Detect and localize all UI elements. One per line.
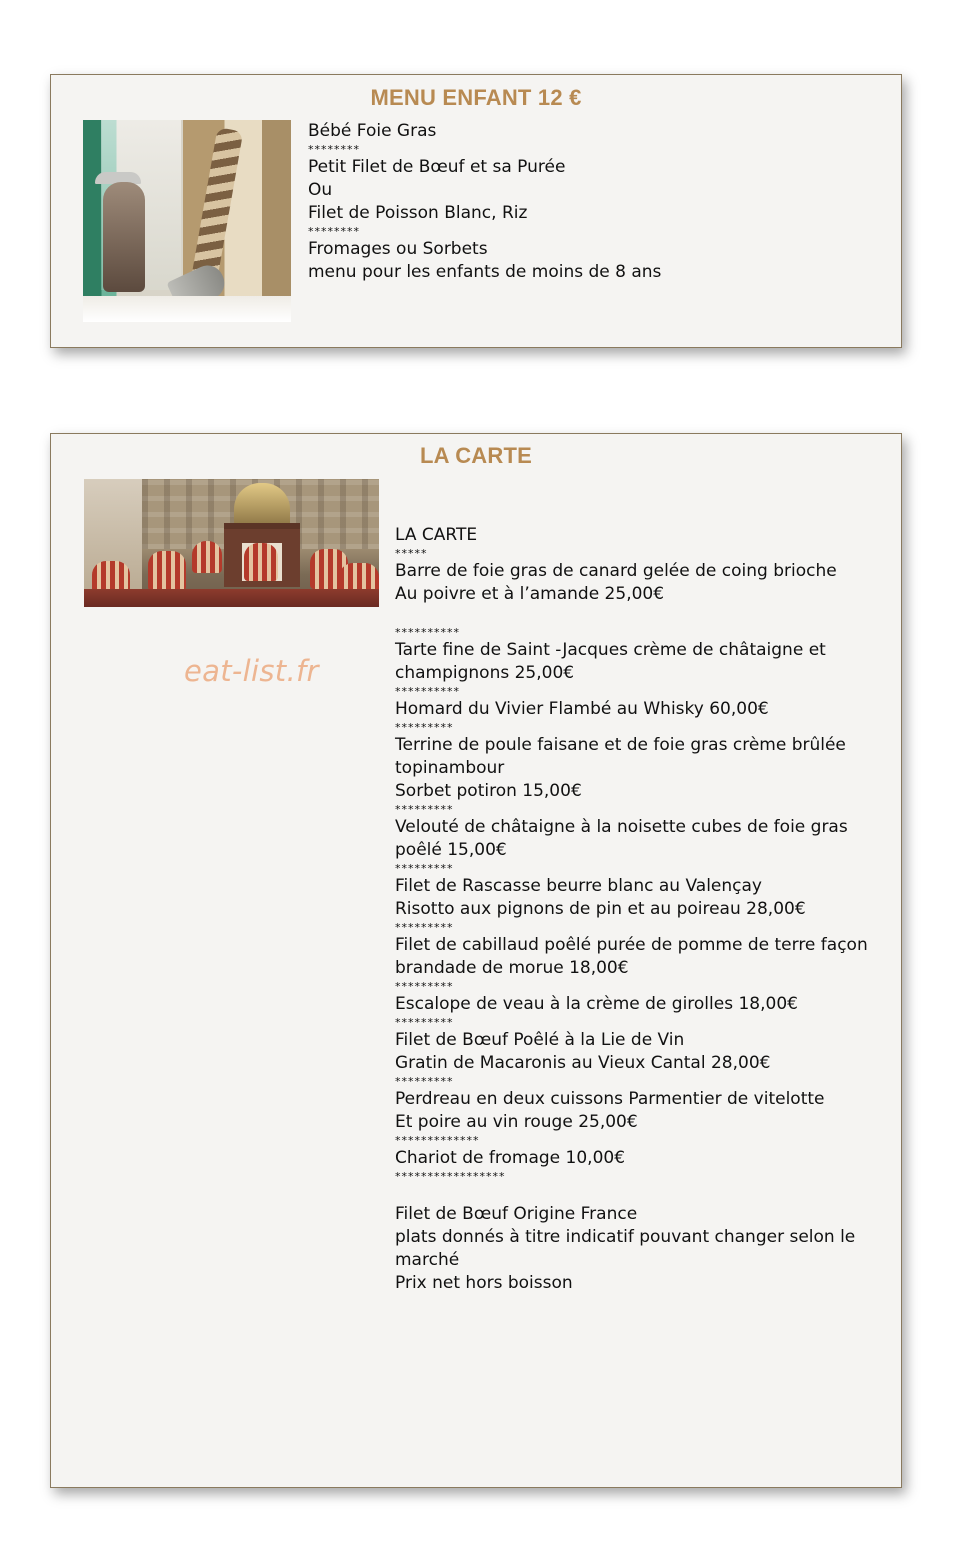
menu-item: Gratin de Macaronis au Vieux Cantal 28,00€	[395, 1053, 771, 1073]
spacer	[395, 1183, 875, 1203]
menu-item: Ou	[308, 180, 333, 200]
dining-room-photo	[84, 479, 379, 607]
menu-item: Terrine de poule faisane et de foie gras crème brûlée topinambour	[395, 735, 846, 778]
menu-item: Filet de Poisson Blanc, Riz	[308, 203, 528, 223]
menu-item: Homard du Vivier Flambé au Whisky 60,00€	[395, 699, 769, 719]
menu-item: Bébé Foie Gras	[308, 121, 437, 141]
la-carte-list	[395, 524, 875, 1295]
la-carte-title: LA CARTE	[420, 443, 532, 468]
menu-item: Escalope de veau à la crème de girolles 18,00€	[395, 994, 798, 1014]
menu-item: Prix net hors boisson	[395, 1273, 573, 1293]
separator-line: *********	[395, 1075, 454, 1088]
separator-line: *****************	[395, 1170, 506, 1183]
separator-line: ********	[308, 143, 360, 156]
menu-item: menu pour les enfants de moins de 8 ans	[308, 262, 662, 282]
la-carte-panel	[50, 433, 902, 1488]
separator-line: **********	[395, 685, 460, 698]
menu-item: LA CARTE	[395, 525, 478, 545]
separator-line: *********	[395, 803, 454, 816]
menu-item: Filet de Bœuf Poêlé à la Lie de Vin	[395, 1030, 685, 1050]
menu-enfant-panel	[50, 74, 902, 348]
menu-item: Au poivre et à l’amande 25,00€	[395, 584, 665, 604]
menu-item: Fromages ou Sorbets	[308, 239, 488, 259]
separator-line: *********	[395, 862, 454, 875]
menu-enfant-title: MENU ENFANT 12 €	[370, 85, 582, 110]
menu-item: Filet de cabillaud poêlé purée de pomme de terre façon brandade de morue 18,00€	[395, 935, 868, 978]
menu-item: Perdreau en deux cuissons Parmentier de vitelotte	[395, 1089, 825, 1109]
menu-item: Velouté de châtaigne à la noisette cubes de foie gras poêlé 15,00€	[395, 817, 848, 860]
watermark-text: eat-list.fr	[184, 654, 319, 688]
garden-sculpture-photo	[83, 120, 291, 322]
menu-item: plats donnés à titre indicatif pouvant changer selon le marché	[395, 1227, 856, 1270]
separator-line: *********	[395, 980, 454, 993]
spacer	[395, 606, 875, 626]
menu-item: Petit Filet de Bœuf et sa Purée	[308, 157, 566, 177]
separator-line: ********	[308, 225, 360, 238]
menu-item: Et poire au vin rouge 25,00€	[395, 1112, 638, 1132]
separator-line: *************	[395, 1134, 480, 1147]
menu-item: Tarte fine de Saint -Jacques crème de châtaigne et champignons 25,00€	[395, 640, 826, 683]
separator-line: *****	[395, 547, 428, 560]
menu-item: Filet de Rascasse beurre blanc au Valençay	[395, 876, 762, 896]
menu-item: Risotto aux pignons de pin et au poireau 28,00€	[395, 899, 806, 919]
menu-item: Filet de Bœuf Origine France	[395, 1204, 638, 1224]
menu-item: Chariot de fromage 10,00€	[395, 1148, 626, 1168]
menu-item: Sorbet potiron 15,00€	[395, 781, 582, 801]
separator-line: **********	[395, 626, 460, 639]
separator-line: *********	[395, 721, 454, 734]
separator-line: *********	[395, 1016, 454, 1029]
separator-line: *********	[395, 921, 454, 934]
menu-enfant-list	[308, 120, 868, 284]
menu-item: Barre de foie gras de canard gelée de coing brioche	[395, 561, 837, 581]
